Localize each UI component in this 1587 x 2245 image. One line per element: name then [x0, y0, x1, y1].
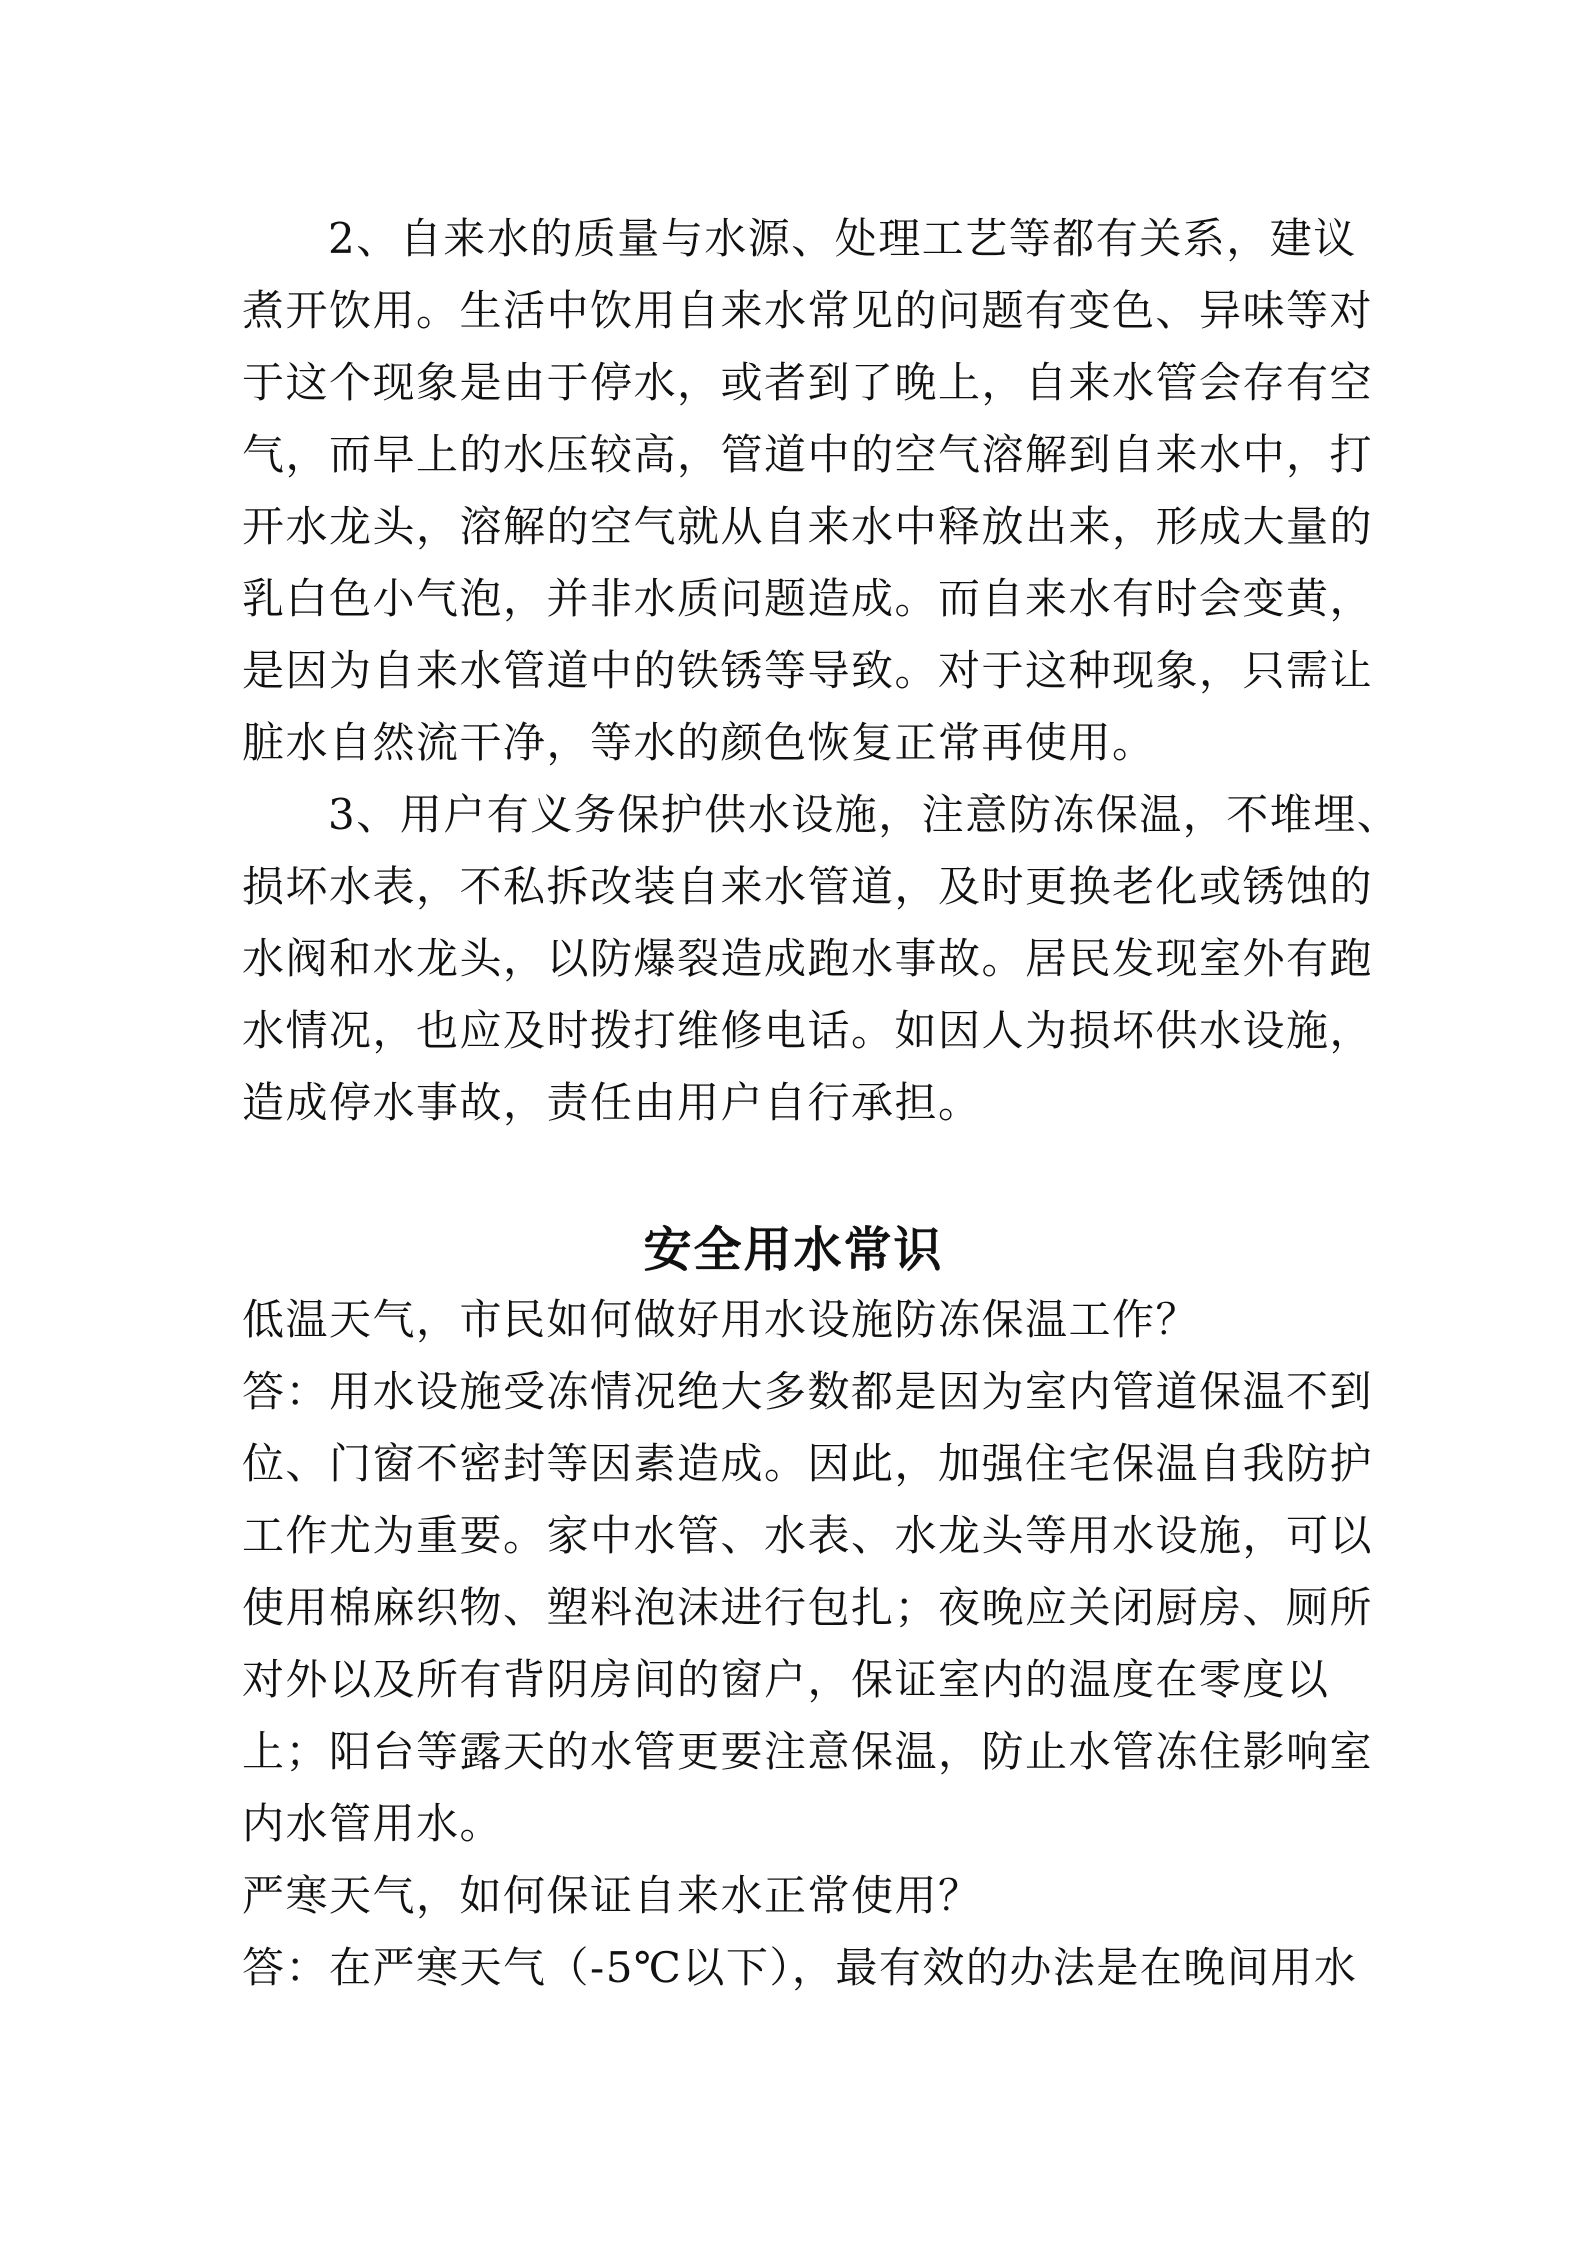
answer-1-line-7: 内水管用水。 — [242, 1799, 504, 1848]
paragraph-3-line-1: 3、用户有义务保护供水设施，注意防冻保温，不堆埋、 — [328, 790, 1401, 839]
answer-1-line-4: 使用棉麻织物、塑料泡沫进行包扎；夜晚应关闭厨房、厕所 — [242, 1583, 1374, 1632]
paragraph-3-line-2: 损坏水表，不私拆改装自来水管道，及时更换老化或锈蚀的 — [242, 862, 1374, 911]
paragraph-3-line-4: 水情况，也应及时拨打维修电话。如因人为损坏供水设施， — [242, 1006, 1374, 1055]
paragraph-2-line-8: 脏水自然流干净，等水的颜色恢复正常再使用。 — [242, 718, 1156, 767]
answer-1-line-1: 答：用水设施受冻情况绝大多数都是因为室内管道保温不到 — [242, 1367, 1374, 1416]
paragraph-2-line-5: 开水龙头，溶解的空气就从自来水中释放出来，形成大量的 — [242, 502, 1374, 551]
paragraph-3-line-3: 水阀和水龙头，以防爆裂造成跑水事故。居民发现室外有跑 — [242, 934, 1374, 983]
paragraph-2-line-2: 煮开饮用。生活中饮用自来水常见的问题有变色、异味等对 — [242, 286, 1374, 335]
question-2: 严寒天气，如何保证自来水正常使用？ — [242, 1871, 982, 1920]
question-1: 低温天气，市民如何做好用水设施防冻保温工作？ — [242, 1295, 1200, 1344]
answer-2-line-1: 答：在严寒天气（-5℃以下），最有效的办法是在晚间用水 — [242, 1943, 1358, 1992]
paragraph-3-line-5: 造成停水事故，责任由用户自行承担。 — [242, 1078, 982, 1127]
paragraph-2-line-4: 气，而早上的水压较高，管道中的空气溶解到自来水中，打 — [242, 430, 1374, 479]
paragraph-2-line-7: 是因为自来水管道中的铁锈等导致。对于这种现象，只需让 — [242, 646, 1374, 695]
section-title: 安全用水常识 — [643, 1222, 944, 1278]
paragraph-2-line-6: 乳白色小气泡，并非水质问题造成。而自来水有时会变黄， — [242, 574, 1374, 623]
answer-1-line-2: 位、门窗不密封等因素造成。因此，加强住宅保温自我防护 — [242, 1439, 1374, 1488]
answer-1-line-3: 工作尤为重要。家中水管、水表、水龙头等用水设施，可以 — [242, 1511, 1374, 1560]
answer-1-line-5: 对外以及所有背阴房间的窗户，保证室内的温度在零度以 — [242, 1655, 1330, 1704]
answer-1-line-6: 上；阳台等露天的水管更要注意保温，防止水管冻住影响室 — [242, 1727, 1374, 1776]
paragraph-2-line-1: 2、自来水的质量与水源、处理工艺等都有关系，建议 — [328, 214, 1357, 263]
paragraph-2-line-3: 于这个现象是由于停水，或者到了晚上，自来水管会存有空 — [242, 358, 1374, 407]
